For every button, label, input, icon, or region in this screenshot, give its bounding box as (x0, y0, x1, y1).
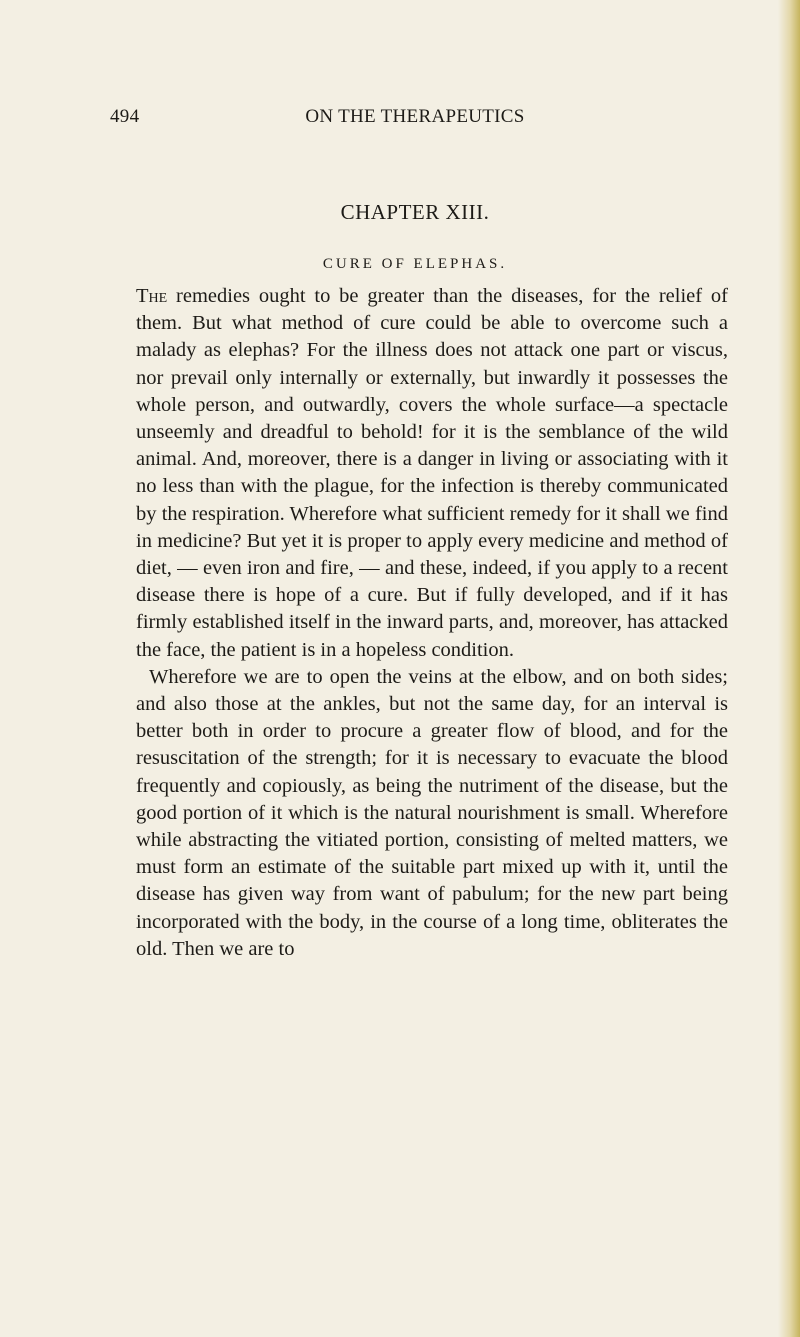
paragraph-1 (136, 283, 728, 664)
body-text (136, 283, 728, 963)
page-edge-shadow (778, 0, 800, 1337)
paragraph-lead-word: The (136, 285, 168, 307)
running-head (110, 106, 720, 130)
chapter-subtitle: CURE OF ELEPHAS. (322, 256, 508, 272)
paragraph-1-text: remedies ought to be greater than the diseases, for the relief of them. But what method of cure could be able to overcome such a malady as elephas? For the illness does not attack one part or viscus, nor prevail only internally or externally, but inwardly it possesses the whole person, and outwardly, covers the whole surface—a spectacle unseemly and dreadful to behold! for it is the semblance of the wild animal. And, moreover, there is a danger in living or associating with it no less than with the plague, for the infection is thereby communicated by the respiration. Wherefore what sufficient remedy for it shall we find in medicine? But yet it is proper to apply every medicine and method of diet, — even iron and fire, — and these, indeed, if you apply to a recent disease there is hope of a cure. But if fully developed, and if it has firmly established itself in the inward parts, and, moreover, has attacked the face, the patient is in a hopeless condition. (136, 285, 728, 661)
running-title: ON THE THERAPEUTICS (305, 106, 525, 127)
chapter-title: CHAPTER XIII. (340, 200, 490, 224)
paragraph-2: Wherefore we are to open the veins at the elbow, and on both sides; and also those at the ankles, but not the same day, for an interval is better both in order to procure a greater flow of blood, and for the resuscitation of the strength; for it is necessary to evacuate the blood frequently and copiously, as being the nutriment of the disease, but the good portion of it which is the natural nourishment is small. Wherefore while abstracting the vitiated portion, consisting of melted matters, we must form an estimate of the suitable part mixed up with it, until the disease has given way from want of pabulum; for the new part being incorporated with the body, in the course of a long time, obliterates the old. Then we are to (136, 665, 728, 960)
page-number: 494 (110, 106, 140, 127)
